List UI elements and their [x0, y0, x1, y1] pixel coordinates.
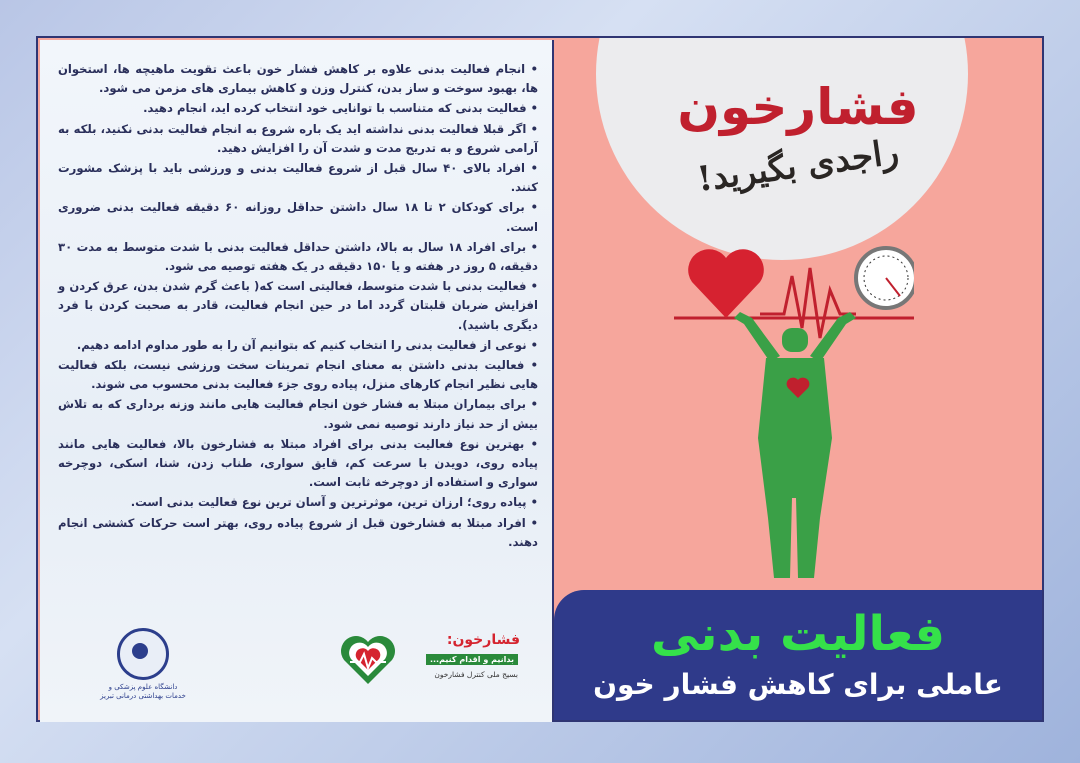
bullet-item: • اگر قبلا فعالیت بدنی نداشته اید یک باره شروع به انجام فعالیت بدنی نکنید، بلکه به آرامی شروع و به تدریج مدت و شدت آن را افزایش دهید. [58, 120, 538, 158]
university-logo [98, 628, 188, 701]
info-panel [40, 40, 554, 722]
campaign-subtitle: بسیج ملی کنترل فشارخون [434, 670, 518, 679]
bullet-item: • پیاده روی؛ ارزان ترین، موثرترین و آسان ترین نوع فعالیت بدنی است. [58, 493, 538, 512]
bullet-list [58, 60, 538, 553]
campaign-title: فشارخون: [446, 632, 520, 648]
pressure-gauge-icon [856, 248, 914, 308]
brochure-sheet [36, 36, 1044, 722]
bullet-item: • بهترین نوع فعالیت بدنی برای افراد مبتلا به فشارخون بالا، فعالیت هایی مانند پیاده روی، دویدن با سرعت کم، قایق سواری، طناب زدن، شنا، اسکی، دوچرخه سواری و استفاده از دوچرخه ثابت است. [58, 435, 538, 493]
logo-row [40, 624, 554, 714]
bullet-item: • فعالیت بدنی که متناسب با توانایی خود انتخاب کرده اید، انجام دهید. [58, 99, 538, 118]
footer-band [554, 590, 1042, 720]
band-subtitle: عاملی برای کاهش فشار خون [593, 668, 1003, 701]
campaign-logo [330, 624, 540, 704]
green-body-icon [734, 312, 856, 578]
bullet-item: • فعالیت بدنی با شدت متوسط، فعالیتی است که( باعث گرم شدن بدن، عرق کردن و افزایش ضربان قلبتان گردد اما در حین انجام فعالیت، قادر به صحبت کردن با فرد دیگری باشید). [58, 277, 538, 335]
poster-subtitle: راجدی بگیرید! [694, 132, 902, 200]
campaign-tagline: بدانیم و اقدام کنیم... [426, 654, 518, 665]
band-title: فعالیت بدنی [650, 606, 946, 662]
bullet-item: • انجام فعالیت بدنی علاوه بر کاهش فشار خون باعث تقویت ماهیچه ها، استخوان ها، بهبود سوخت و ساز بدن، کنترل وزن و کاهش بیماری های مزمن می شود. [58, 60, 538, 98]
poster-title: فشارخون [677, 78, 919, 136]
bullet-item: • فعالیت بدنی داشتن به معنای انجام تمرینات سخت ورزشی نیست، بلکه فعالیت هایی نظیر انجام کارهای منزل، پیاده روی جزء فعالیت بدنی محسوب می شوند. [58, 356, 538, 394]
bullet-item: • برای افراد ۱۸ سال به بالا، داشتن حداقل فعالیت بدنی با شدت متوسط به مدت ۳۰ دقیقه، ۵ روز در هفته و یا ۱۵۰ دقیقه در یک هفته توصیه می شود. [58, 238, 538, 276]
poster-panel [554, 38, 1042, 720]
heart-logo-icon [338, 630, 398, 690]
bullet-item: • افراد مبتلا به فشارخون قبل از شروع پیاده روی، بهتر است حرکات کششی انجام دهند. [58, 514, 538, 552]
heart-icon [688, 249, 764, 318]
university-seal-icon [117, 628, 169, 680]
bullet-item: • برای کودکان ۲ تا ۱۸ سال داشتن حداقل روزانه ۶۰ دقیقه فعالیت بدنی ضروری است. [58, 198, 538, 236]
bullet-item: • نوعی از فعالیت بدنی را انتخاب کنیم که بتوانیم آن را به طور مداوم ادامه دهیم. [58, 336, 538, 355]
athlete-illustration [674, 228, 914, 588]
bullet-item: • برای بیماران مبتلا به فشار خون انجام فعالیت هایی مانند وزنه برداری که به تلاش بیش از حد نیاز دارند توصیه نمی شود. [58, 395, 538, 433]
university-caption: دانشگاه علوم پزشکی و خدمات بهداشتی درمانی تبریز [100, 683, 186, 700]
bullet-item: • افراد بالای ۴۰ سال قبل از شروع فعالیت بدنی و ورزشی باید با پزشک مشورت کنند. [58, 159, 538, 197]
